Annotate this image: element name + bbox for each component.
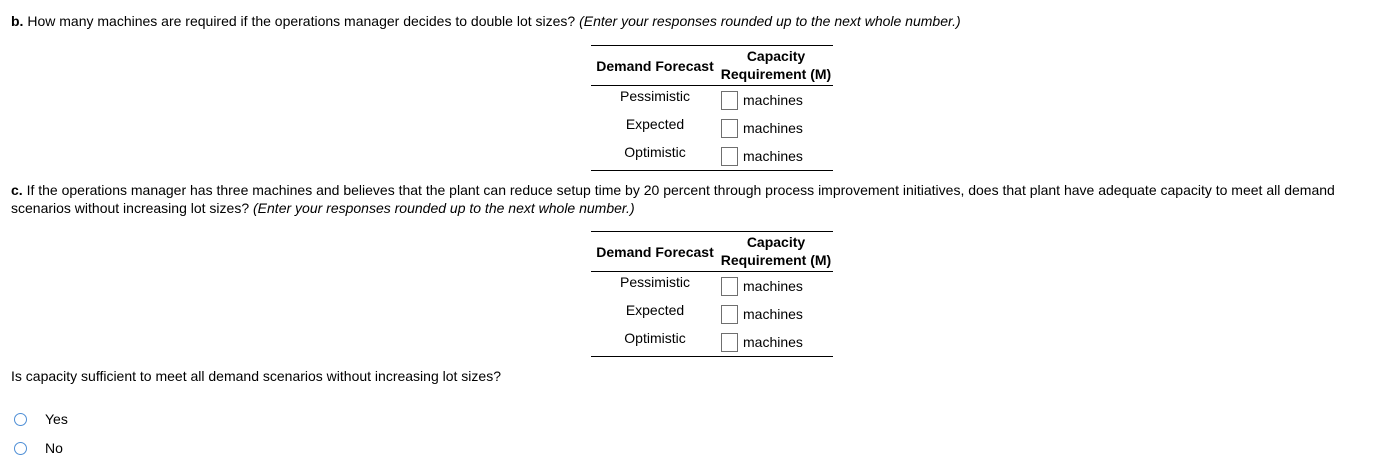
- unit-label: machines: [743, 92, 803, 108]
- unit-label: machines: [743, 306, 803, 322]
- capacity-table-b: [591, 45, 833, 171]
- row-label-expected: Expected: [625, 302, 685, 318]
- question-c: [11, 181, 1383, 217]
- expected-machines-input-c[interactable]: [721, 305, 738, 324]
- expected-machines-input-b[interactable]: [721, 119, 738, 138]
- question-b-text: How many machines are required if the operations manager decides to double lot sizes?: [27, 13, 576, 29]
- unit-label: machines: [743, 278, 803, 294]
- row-label-expected: Expected: [625, 116, 685, 132]
- question-b: [11, 12, 961, 30]
- table-row: [591, 328, 833, 357]
- radio-option-yes[interactable]: [14, 411, 68, 427]
- pessimistic-machines-input-c[interactable]: [721, 277, 738, 296]
- row-label-pessimistic: Pessimistic: [619, 88, 690, 104]
- question-b-label: b.: [11, 13, 24, 29]
- optimistic-machines-input-c[interactable]: [721, 333, 738, 352]
- question-c-text: If the operations manager has three machines and believes that the plant can reduce setup time by 20 percent through process improvement initiatives, does that plant have adequate capacity to meet all demand scenarios without increasing lot sizes?: [11, 182, 1335, 216]
- question-b-instruction: (Enter your responses rounded up to the next whole number.): [579, 13, 961, 29]
- pessimistic-machines-input-b[interactable]: [721, 91, 738, 110]
- header-capacity-line2: Requirement (M): [720, 252, 832, 268]
- header-demand-forecast: Demand Forecast: [596, 243, 714, 260]
- header-demand-forecast: Demand Forecast: [596, 57, 714, 74]
- question-c-label: c.: [11, 182, 23, 198]
- unit-label: machines: [743, 334, 803, 350]
- unit-label: machines: [743, 120, 803, 136]
- radio-label-no: No: [45, 440, 63, 456]
- capacity-table-c: [591, 231, 833, 357]
- table-row: [591, 272, 833, 301]
- radio-button-icon[interactable]: [14, 413, 27, 426]
- radio-label-yes: Yes: [45, 411, 68, 427]
- table-row: [591, 142, 833, 171]
- optimistic-machines-input-b[interactable]: [721, 147, 738, 166]
- row-label-optimistic: Optimistic: [624, 330, 686, 346]
- row-label-optimistic: Optimistic: [624, 144, 686, 160]
- header-capacity-line2: Requirement (M): [720, 66, 832, 82]
- header-capacity-line1: Capacity: [746, 234, 806, 250]
- row-label-pessimistic: Pessimistic: [619, 274, 690, 290]
- header-capacity-requirement: [719, 46, 833, 86]
- table-row: [591, 300, 833, 328]
- radio-button-icon[interactable]: [14, 442, 27, 455]
- radio-option-no[interactable]: [14, 440, 63, 456]
- table-row: [591, 114, 833, 142]
- header-capacity-line1: Capacity: [746, 48, 806, 64]
- header-capacity-requirement: [719, 232, 833, 272]
- table-row: [591, 86, 833, 115]
- question-sufficiency: Is capacity sufficient to meet all demand scenarios without increasing lot sizes?: [11, 368, 501, 384]
- question-c-instruction: (Enter your responses rounded up to the next whole number.): [253, 200, 635, 216]
- unit-label: machines: [743, 148, 803, 164]
